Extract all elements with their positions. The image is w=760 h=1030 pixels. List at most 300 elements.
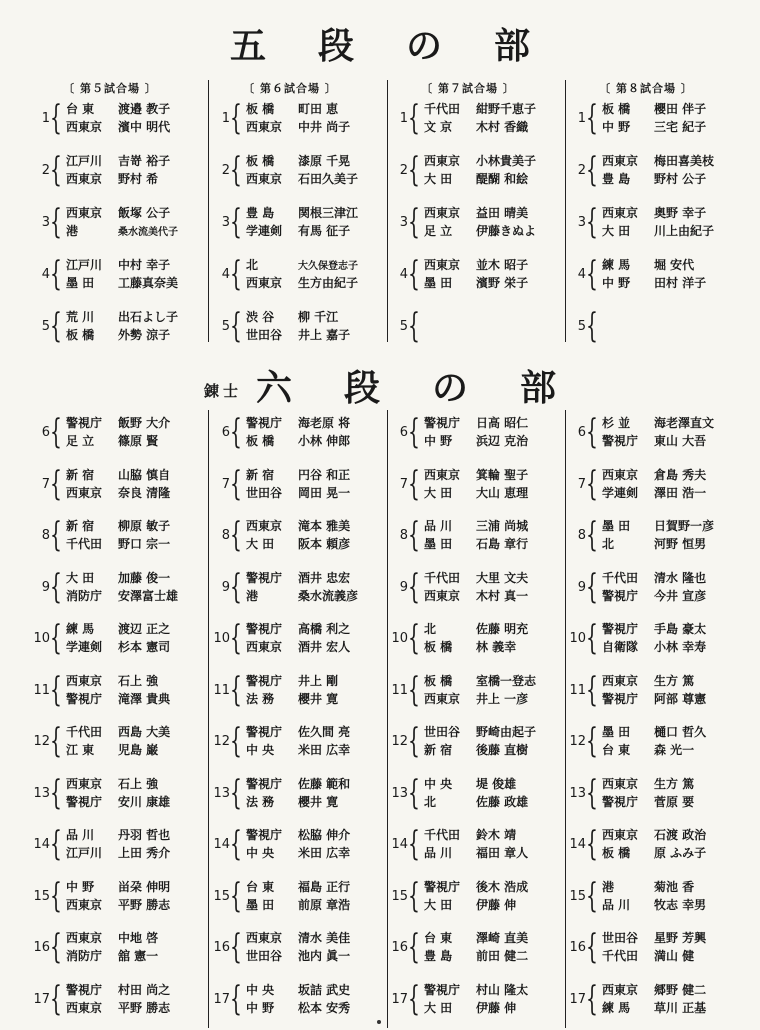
match-entry (32, 723, 202, 763)
affiliation: 警視庁 (66, 982, 103, 997)
venue-header: 〔 第８試合場 〕 (599, 82, 693, 95)
competitor-name: 草川 正基 (654, 1000, 707, 1015)
competitor-a (66, 879, 170, 896)
competitor-b (246, 897, 350, 914)
match-number: 8 (399, 528, 408, 543)
competitor-b (246, 845, 350, 862)
competitor-a (66, 570, 170, 587)
pairing-brace: { (586, 566, 598, 607)
section-title-prefix: 錬士 (203, 382, 242, 400)
competitor-a (246, 570, 350, 587)
pairing-brace: { (230, 618, 242, 658)
affiliation: 墨 田 (602, 519, 631, 533)
section-title-text: 五段の部 (229, 25, 582, 67)
affiliation: 千代田 (602, 570, 639, 585)
competitor-b (424, 845, 528, 862)
affiliation: 港 (66, 224, 79, 238)
match-entry (212, 204, 382, 244)
competitor-name: 松脇 伸介 (298, 828, 351, 842)
competitor-b (246, 1000, 350, 1017)
match-entry (32, 204, 202, 244)
affiliation: 警視庁 (246, 828, 283, 842)
pairing-brace: { (586, 669, 598, 710)
competitor-name: 児島 巌 (118, 743, 159, 757)
affiliation: 品 川 (66, 828, 95, 842)
pairing-brace: { (586, 824, 598, 864)
competitor-b (602, 1000, 706, 1017)
competitor-name: 酒井 宏人 (298, 640, 351, 654)
pairing-brace: { (408, 306, 420, 346)
competitor-name: 佐藤 範和 (298, 776, 351, 791)
match-number: 5 (399, 319, 408, 334)
match-number: 10 (569, 631, 586, 646)
competitor-name: 小林 伸郎 (298, 434, 351, 448)
match-entry (568, 152, 738, 192)
affiliation: 板 橋 (246, 434, 275, 448)
competitor-name: 吉嵜 裕子 (118, 154, 171, 168)
competitor-a (66, 827, 170, 844)
competitor-name: 佐藤 明充 (476, 622, 529, 636)
affiliation: 台 東 (602, 743, 631, 757)
affiliation: 中 野 (602, 276, 631, 290)
competitor-b (66, 639, 170, 656)
match-entry (568, 929, 738, 969)
match-number: 8 (41, 528, 50, 543)
match-number: 15 (569, 888, 586, 904)
match-entry (390, 929, 560, 969)
match-entry (568, 256, 738, 296)
pairing-brace: { (408, 721, 420, 761)
competitor-b (66, 948, 158, 965)
competitor-a (602, 570, 706, 587)
affiliation: 板 橋 (424, 640, 453, 654)
competitor-b (602, 588, 706, 605)
competitor-name: 清水 美佳 (298, 931, 351, 945)
competitor-a (424, 205, 528, 222)
competitor-name: 並木 昭子 (476, 258, 529, 272)
affiliation: 警視庁 (424, 982, 461, 997)
competitor-b (66, 691, 170, 708)
competitor-a (424, 257, 528, 274)
competitor-name: 滝澤 貴典 (118, 691, 171, 706)
pairing-brace: { (586, 463, 598, 504)
affiliation: 西東京 (66, 120, 103, 134)
affiliation: 西東京 (424, 691, 461, 706)
affiliation: 大 田 (66, 570, 95, 585)
competitor-b (602, 691, 706, 708)
match-number: 1 (577, 111, 586, 126)
match-entry (32, 517, 202, 557)
column-divider (565, 80, 566, 342)
column-divider (387, 80, 388, 342)
match-entry (390, 517, 560, 557)
match-entry (390, 566, 560, 609)
pairing-brace: { (50, 566, 62, 607)
pairing-brace: { (408, 618, 420, 658)
affiliation: 江戸川 (66, 154, 103, 168)
page-dot (377, 1020, 381, 1024)
match-entry (32, 929, 202, 969)
match-number: 17 (213, 991, 230, 1007)
competitor-b (66, 223, 178, 240)
affiliation: 法 務 (246, 691, 275, 706)
match-number: 13 (569, 785, 586, 801)
pairing-brace: { (50, 824, 62, 864)
match-entry (568, 204, 738, 244)
competitor-name: 浜辺 克治 (476, 434, 529, 448)
competitor-name: 奥野 幸子 (654, 206, 707, 220)
affiliation: 中 央 (424, 776, 453, 791)
match-entry (32, 620, 202, 660)
competitor-name: 手島 豪太 (654, 622, 707, 636)
match-number: 14 (33, 837, 50, 852)
match-entry (212, 463, 382, 506)
competitor-name: 生方 篤 (654, 776, 695, 791)
competitor-a (602, 621, 706, 638)
match-entry (390, 723, 560, 763)
competitor-name: 柳 千江 (298, 310, 339, 324)
affiliation: 練 馬 (66, 622, 95, 636)
pairing-brace: { (230, 306, 242, 346)
competitor-name: 米田 広幸 (298, 846, 351, 860)
pairing-brace: { (408, 463, 420, 504)
competitor-name: 海老澤直文 (654, 416, 715, 430)
affiliation: 消防庁 (66, 588, 103, 603)
pairing-brace: { (408, 927, 420, 967)
affiliation: 足 立 (424, 224, 453, 238)
competitor-a (424, 930, 528, 947)
match-entry (212, 152, 382, 192)
competitor-a (424, 415, 528, 432)
competitor-name: 生方由紀子 (298, 276, 359, 290)
competitor-name: 東山 大吾 (654, 434, 707, 448)
match-entry (568, 308, 738, 348)
competitor-name: 鈴木 靖 (476, 828, 517, 842)
competitor-a (602, 827, 706, 844)
pairing-brace: { (408, 566, 420, 607)
pairing-brace: { (408, 98, 420, 138)
competitor-name: 安澤富士雄 (118, 588, 179, 603)
competitor-a (246, 309, 338, 326)
affiliation: 学連剣 (602, 485, 639, 500)
column-divider (208, 80, 209, 342)
affiliation: 西東京 (424, 588, 461, 603)
match-entry (568, 620, 738, 660)
match-number: 3 (221, 215, 230, 230)
pairing-brace: { (586, 772, 598, 813)
affiliation: 墨 田 (246, 897, 275, 912)
affiliation: 西東京 (66, 206, 103, 220)
competitor-name: 濱野 栄子 (476, 276, 529, 290)
match-entry (568, 772, 738, 815)
competitor-name: 井上 嘉子 (298, 328, 351, 342)
pairing-brace: { (586, 927, 598, 967)
match-entry (32, 772, 202, 815)
pairing-brace: { (50, 721, 62, 761)
competitor-a (424, 467, 528, 484)
venue-header: 〔 第６試合場 〕 (243, 82, 337, 95)
match-number: 13 (33, 785, 50, 801)
competitor-name: 堤 俊雄 (476, 776, 517, 791)
affiliation: 警視庁 (424, 879, 461, 894)
competitor-name: 清水 隆也 (654, 570, 707, 585)
competitor-name: 箕輪 聖子 (476, 467, 529, 482)
pairing-brace: { (586, 721, 598, 761)
competitor-name: 山脇 慎自 (118, 467, 171, 482)
match-entry (390, 308, 560, 348)
match-number: 10 (33, 631, 50, 646)
competitor-b (424, 897, 516, 914)
affiliation: 荒 川 (66, 310, 95, 324)
competitor-b (246, 275, 358, 292)
affiliation: 江戸川 (66, 846, 103, 860)
competitor-a (602, 879, 694, 896)
competitor-name: 野村 公子 (654, 172, 707, 186)
competitor-name: 村山 隆太 (476, 982, 529, 997)
match-number: 9 (41, 579, 50, 595)
match-entry (32, 463, 202, 506)
competitor-b (424, 639, 516, 656)
match-entry (568, 566, 738, 609)
competitor-b (602, 794, 694, 811)
competitor-b (246, 691, 338, 708)
match-number: 6 (577, 425, 586, 440)
competitor-a (424, 518, 528, 535)
competitor-name: 堀 安代 (654, 258, 695, 272)
match-entry (212, 256, 382, 296)
competitor-name: 野村 希 (118, 172, 159, 186)
pairing-brace: { (230, 978, 242, 1019)
competitor-b (66, 742, 158, 759)
affiliation: 学連剣 (66, 640, 103, 654)
competitor-b (602, 275, 706, 292)
match-entry (568, 414, 738, 454)
competitor-b (246, 948, 350, 965)
pairing-brace: { (50, 772, 62, 813)
affiliation: 中 野 (424, 434, 453, 448)
affiliation: 新 宿 (66, 467, 95, 482)
match-number: 5 (577, 319, 586, 334)
competitor-a (66, 257, 170, 274)
competitor-b (602, 223, 714, 240)
competitor-b (602, 536, 706, 553)
affiliation: 西東京 (602, 828, 639, 842)
competitor-name: 菅原 要 (654, 794, 695, 809)
competitor-name: 澤崎 直美 (476, 931, 529, 945)
affiliation: 警視庁 (602, 588, 639, 603)
competitor-a (424, 776, 516, 793)
competitor-b (602, 327, 654, 344)
competitor-a (424, 724, 536, 741)
pairing-brace: { (408, 254, 420, 294)
match-entry (390, 414, 560, 454)
competitor-a (246, 827, 350, 844)
match-entry (390, 463, 560, 506)
affiliation: 西東京 (66, 673, 103, 688)
competitor-name: 三宅 紀子 (654, 120, 707, 134)
match-number: 4 (577, 267, 586, 282)
match-entry (212, 929, 382, 969)
competitor-name: 石上 強 (118, 673, 159, 688)
competitor-name: 渡辺 正之 (118, 622, 171, 636)
affiliation: 板 橋 (246, 102, 275, 116)
pairing-brace: { (408, 202, 420, 242)
affiliation: 練 馬 (602, 1000, 631, 1015)
competitor-name: 舘 憲一 (118, 949, 159, 963)
competitor-name: 外勢 涼子 (118, 328, 171, 342)
affiliation: 足 立 (66, 434, 95, 448)
match-entry (212, 978, 382, 1021)
match-number: 1 (399, 111, 408, 126)
competitor-name: 石田久美子 (298, 172, 359, 186)
affiliation: 北 (424, 794, 437, 809)
affiliation: 文 京 (424, 120, 453, 134)
competitor-name: 丹羽 哲也 (118, 828, 171, 842)
competitor-a (66, 467, 170, 484)
match-entry (568, 669, 738, 712)
match-number: 11 (33, 682, 50, 698)
affiliation: 江 東 (66, 743, 95, 757)
pairing-brace: { (50, 618, 62, 658)
match-number: 6 (221, 425, 230, 440)
pairing-brace: { (230, 772, 242, 813)
affiliation: 大 田 (602, 224, 631, 238)
match-entry (32, 414, 202, 454)
competitor-name: 上田 秀介 (118, 846, 171, 860)
match-number: 10 (391, 631, 408, 646)
match-number: 15 (33, 888, 50, 904)
affiliation: 西東京 (424, 206, 461, 220)
competitor-name: 中村 幸子 (118, 258, 171, 272)
match-entry (32, 256, 202, 296)
match-number: 14 (569, 837, 586, 852)
match-number: 4 (399, 267, 408, 282)
affiliation: 警視庁 (246, 416, 283, 430)
competitor-name: 池内 眞一 (298, 949, 351, 963)
competitor-name: 木村 真一 (476, 588, 529, 603)
competitor-name: 小林 幸寿 (654, 640, 707, 654)
competitor-name: 有馬 征子 (298, 224, 351, 238)
competitor-a (246, 879, 350, 896)
match-entry (212, 100, 382, 140)
competitor-name: 福田 章人 (476, 846, 529, 860)
match-number: 7 (41, 476, 50, 492)
match-entry (212, 566, 382, 609)
match-number: 9 (399, 579, 408, 595)
match-entry (390, 669, 560, 712)
competitor-b (602, 119, 706, 136)
affiliation: 西東京 (602, 776, 639, 791)
competitor-name: 阪本 頼彦 (298, 537, 351, 551)
pairing-brace: { (586, 875, 598, 916)
match-entry (212, 669, 382, 712)
pairing-brace: { (230, 150, 242, 190)
competitor-a (424, 621, 528, 638)
competitor-a (246, 930, 350, 947)
affiliation: 北 (602, 537, 615, 551)
affiliation: 警視庁 (66, 691, 103, 706)
competitor-a (66, 101, 170, 118)
match-number: 12 (213, 734, 230, 749)
competitor-b (602, 433, 706, 450)
match-entry (568, 723, 738, 763)
affiliation: 警視庁 (66, 416, 103, 430)
competitor-a (424, 827, 516, 844)
pairing-brace: { (230, 824, 242, 864)
pairing-brace: { (50, 412, 62, 452)
pairing-brace: { (230, 463, 242, 504)
competitor-a (602, 205, 706, 222)
competitor-a (246, 153, 350, 170)
affiliation: 大 田 (424, 1000, 453, 1015)
section-title-text: 六段の部 (256, 367, 609, 409)
competitor-name: 畄朶 伸明 (118, 879, 171, 894)
competitor-name: 日賀野一彦 (654, 519, 715, 533)
match-entry (32, 100, 202, 140)
competitor-name: 佐久間 亮 (298, 725, 351, 739)
match-number: 8 (221, 528, 230, 543)
affiliation: 板 橋 (66, 328, 95, 342)
affiliation: 西東京 (66, 776, 103, 791)
competitor-name: 酒井 忠宏 (298, 570, 351, 585)
competitor-b (424, 485, 528, 502)
match-number: 16 (33, 940, 50, 955)
competitor-b (602, 845, 706, 862)
competitor-a (66, 153, 170, 170)
affiliation: 西東京 (66, 931, 103, 945)
competitor-name: 伊藤 伸 (476, 897, 517, 912)
match-entry (390, 204, 560, 244)
pairing-brace: { (586, 412, 598, 452)
competitor-b (66, 845, 170, 862)
affiliation: 中 央 (246, 846, 275, 860)
affiliation: 西東京 (424, 258, 461, 272)
affiliation: 新 宿 (246, 467, 275, 482)
affiliation: 中 野 (246, 1000, 275, 1015)
affiliation: 港 (246, 588, 259, 603)
match-number: 4 (221, 267, 230, 282)
competitor-name: 醍醐 和絵 (476, 172, 529, 186)
match-number: 2 (577, 163, 586, 178)
competitor-b (602, 897, 706, 914)
competitor-a (66, 982, 170, 999)
match-number: 10 (213, 631, 230, 646)
match-number: 17 (33, 991, 50, 1007)
match-entry (212, 308, 382, 348)
competitor-name: 伊藤きぬよ (476, 224, 537, 238)
competitor-name: 濱中 明代 (118, 120, 171, 134)
competitor-name: 渡邉 教子 (118, 102, 171, 116)
competitor-name: 石島 章行 (476, 537, 529, 551)
affiliation: 世田谷 (602, 931, 639, 945)
competitor-a (424, 309, 476, 326)
match-number: 9 (577, 579, 586, 595)
affiliation: 墨 田 (602, 725, 631, 739)
pairing-brace: { (408, 772, 420, 813)
affiliation: 千代田 (66, 725, 103, 739)
competitor-b (424, 119, 528, 136)
competitor-a (602, 415, 714, 432)
competitor-name: 西島 大美 (118, 725, 171, 739)
affiliation: 豊 島 (424, 949, 453, 963)
pairing-brace: { (586, 306, 598, 346)
match-number: 7 (399, 476, 408, 492)
competitor-name: 郷野 健二 (654, 982, 707, 997)
match-number: 2 (399, 163, 408, 178)
competitor-a (66, 309, 178, 326)
affiliation: 中 央 (246, 743, 275, 757)
affiliation: 西東京 (66, 897, 103, 912)
